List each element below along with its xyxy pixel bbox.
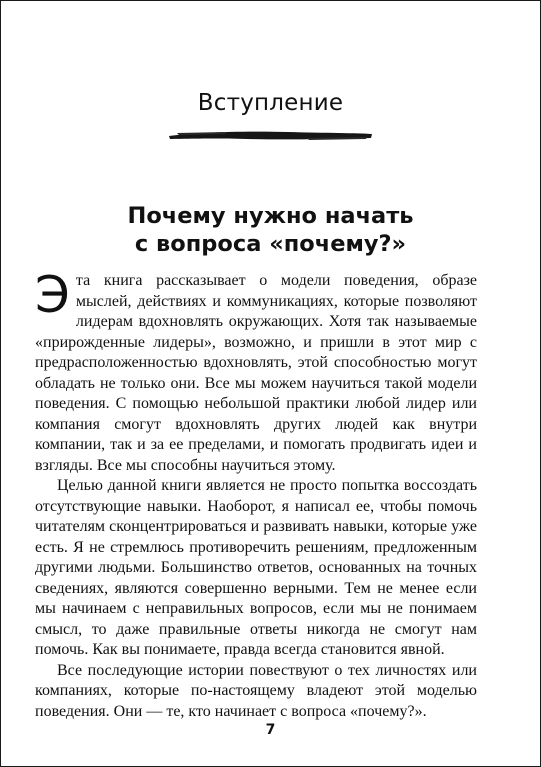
- brush-stroke-divider: [167, 127, 374, 143]
- page-number: 7: [265, 722, 276, 738]
- body-text: [35, 266, 477, 722]
- section-title-line-1: Почему нужно начать: [127, 203, 414, 229]
- chapter-title: Вступление: [197, 90, 344, 116]
- section-title: [1, 202, 540, 258]
- drop-cap: Э: [35, 266, 70, 324]
- paragraph-2: Целью данной книги является не просто попытка воссоздать отсутствующие навыки. Наоборот, я написал ее, чтобы помочь читателям сконцентрироваться и развивать навыки, которые уже есть. Я не стремлюсь противоречить решениям, предложенным другими людьми. Большинство ответов, основанных на точных сведениях, являются совершенно верными. Тем не менее если мы начинаем с неправильных вопросов, если мы не понимаем смысл, то даже правильные ответы никогда не смогут нам помочь. Как вы понимаете, правда всегда становится явной.: [35, 477, 477, 658]
- section-title-line-2: с вопроса «почему?»: [134, 231, 407, 257]
- paragraph-1: [35, 266, 477, 476]
- paragraph-1-text: та книга рассказывает о модели поведения, образе мыслей, действиях и коммуникациях, которые позволяют лидерам вдохновлять окружающих. Хотя так называемые «прирожденные лидеры», возможно, и пришли в этот мир с предрасположенностью вдохновлять, этой способностью могут обладать не только они. Все мы можем научиться такой модели поведения. С помощью небольшой практики любой лидер или компания смогут вдохновлять других людей как внутри компании, так и за ее пределами, и помогать продвигать идеи и взгляды. Все мы способны научиться этому.: [35, 272, 477, 474]
- paragraph-3: Все последующие истории повествуют о тех личностях или компаниях, которые по-настоящему владеют этой моделью поведения. Они — те, кто начинает с вопроса «почему?».: [35, 661, 477, 720]
